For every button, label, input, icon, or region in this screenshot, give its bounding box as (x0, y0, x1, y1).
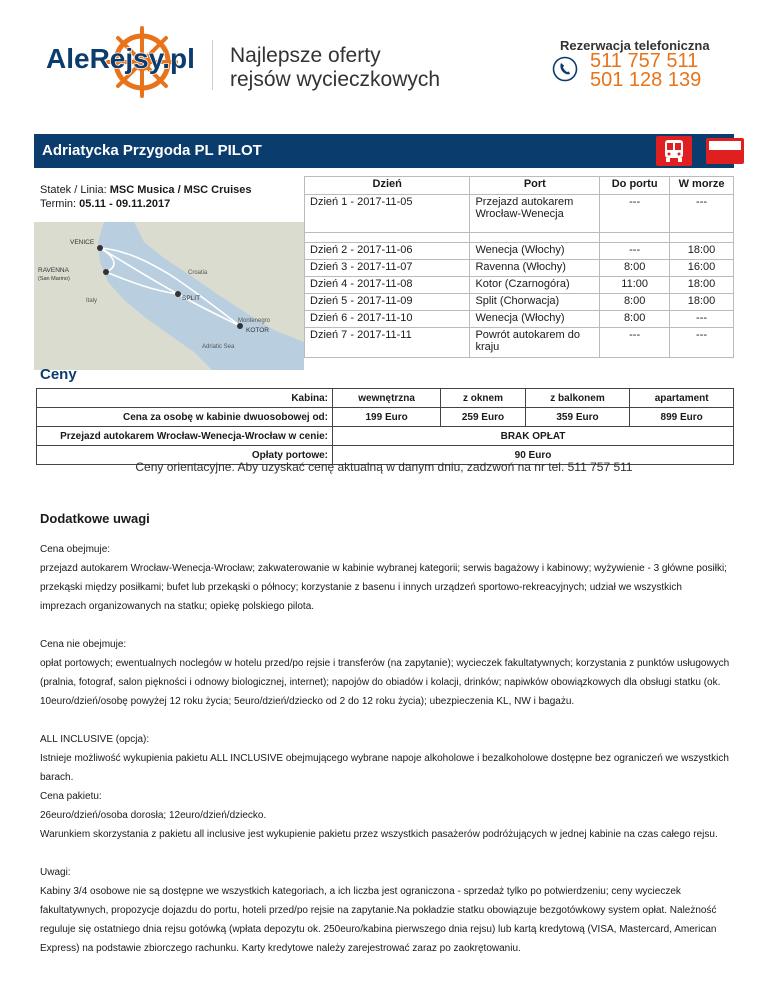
prices-row-bus (37, 427, 734, 446)
itinerary-header-row (305, 177, 734, 195)
cabin-interior: wewnętrzna (333, 389, 441, 408)
row-departure: --- (670, 328, 734, 358)
route-map (34, 222, 304, 370)
row-day: Dzień 5 - 2017-11-09 (305, 294, 470, 311)
bus-value: BRAK OPŁAT (333, 427, 734, 446)
map-label-venice: VENICE (70, 239, 95, 246)
row-departure: 16:00 (670, 260, 734, 277)
price-balcony: 359 Euro (525, 408, 630, 427)
notes-section (40, 540, 730, 958)
bus-label: Przejazd autokarem Wrocław-Wenecja-Wrocław w cenie: (37, 427, 333, 446)
table-row (305, 294, 734, 311)
map-label-ravenna: RAVENNA (38, 267, 69, 274)
row-day: Dzień 7 - 2017-11-11 (305, 328, 470, 358)
alerejsy-logo[interactable] (44, 24, 212, 112)
bus-icon (656, 136, 692, 166)
row-day: Dzień 6 - 2017-11-10 (305, 311, 470, 328)
all-inclusive-price-text: 26euro/dzień/osoba dorosła; 12euro/dzień/dziecko. (40, 810, 267, 821)
term-value: 05.11 - 09.11.2017 (79, 198, 171, 210)
all-inclusive-price-title: Cena pakietu: (40, 791, 102, 802)
prices-row-cabin (37, 389, 734, 408)
port-fees-label: Opłaty portowe: (37, 446, 333, 465)
prices-section-title: Ceny (40, 366, 77, 383)
row-arrival: --- (600, 328, 670, 358)
row-arrival: --- (600, 195, 670, 233)
all-inclusive-condition: Warunkiem skorzystania z pakietu all inclusive jest wykupienie pakietu przez wszystkich pasażerów podróżujących w jednej kabinie na czas całego rejsu. (40, 829, 718, 840)
row-departure: 18:00 (670, 277, 734, 294)
cabin-balcony: z balkonem (525, 389, 630, 408)
ship-info (40, 183, 252, 211)
poland-flag-icon (706, 138, 744, 164)
row-day: Dzień 4 - 2017-11-08 (305, 277, 470, 294)
excluded-text: opłat portowych; ewentualnych noclegów w hotelu przed/po rejsie i transferów (na zapytanie); wycieczek fakultatywnych; korzystania z punktów usługowych (pralnia, fotograf, salon piękności i odnowy biologicznej, internet); napojów do obiadów i kolacji, drinków; napiwków obowiązkowych dla obsługi statku (ok. 10euro/dzień/osobę powyżej 12 roku życia; 5euro/dzień/dziecko od 2 do 12 roku życia); ubezpieczenia KL, NW i bagażu. (40, 658, 730, 707)
included-title: Cena obejmuje: (40, 544, 111, 555)
table-spacer (305, 233, 734, 243)
ship-value: MSC Musica / MSC Cruises (109, 184, 252, 196)
term-line (40, 197, 252, 211)
excluded-title: Cena nie obejmuje: (40, 639, 127, 650)
cabin-suite: apartament (630, 389, 734, 408)
page-header (0, 0, 768, 120)
cabin-label: Kabina: (37, 389, 333, 408)
phone-icon (552, 56, 578, 82)
price-interior: 199 Euro (333, 408, 441, 427)
table-row (305, 195, 734, 233)
map-label-kotor: KOTOR (246, 327, 269, 334)
table-row (305, 260, 734, 277)
row-arrival: --- (600, 243, 670, 260)
map-label-san-marino: (San Marino) (38, 276, 70, 282)
row-port: Wenecja (Włochy) (470, 311, 600, 328)
row-arrival: 8:00 (600, 294, 670, 311)
all-inclusive-title: ALL INCLUSIVE (opcja): (40, 734, 150, 745)
price-suite: 899 Euro (630, 408, 734, 427)
ship-label: Statek / Linia: (40, 184, 107, 196)
tagline-line-2: rejsów wycieczkowych (230, 68, 441, 91)
map-label-croatia: Croatia (188, 270, 208, 276)
reservation-title: Rezerwacja telefoniczna (560, 38, 710, 53)
header-divider (212, 40, 213, 90)
row-day: Dzień 3 - 2017-11-07 (305, 260, 470, 277)
map-label-split: SPLIT (182, 295, 201, 302)
row-port: Kotor (Czarnogóra) (470, 277, 600, 294)
port-fees-value: 90 Euro (333, 446, 734, 465)
row-day: Dzień 2 - 2017-11-06 (305, 243, 470, 260)
row-day: Dzień 1 - 2017-11-05 (305, 195, 470, 233)
row-departure: 18:00 (670, 294, 734, 311)
row-port: Wenecja (Włochy) (470, 243, 600, 260)
ship-line (40, 183, 252, 197)
prices-table (36, 388, 734, 465)
header-arrival: Do portu (600, 177, 670, 195)
row-arrival: 8:00 (600, 311, 670, 328)
notes-title: Dodatkowe uwagi (40, 511, 150, 526)
map-label-montenegro: Montenegro (238, 318, 271, 324)
row-departure: 18:00 (670, 243, 734, 260)
header-day: Dzień (305, 177, 470, 195)
row-port: Powrót autokarem do kraju (470, 328, 600, 358)
all-inclusive-text: Istnieje możliwość wykupienia pakietu ALL INCLUSIVE obejmującego wybrane napoje alkoholowe i bezalkoholowe dostępne bez ograniczeń we wszystkich barach. (40, 753, 729, 783)
cruise-title: Adriatycka Przygoda PL PILOT (42, 142, 262, 159)
itinerary-table (304, 176, 734, 358)
row-departure: --- (670, 311, 734, 328)
row-port: Przejazd autokarem Wrocław-Wenecja (470, 195, 600, 233)
cruise-title-bar (34, 134, 734, 168)
tagline-line-1: Najlepsze oferty (230, 44, 381, 67)
prices-row-price (37, 408, 734, 427)
phone-numbers (590, 52, 701, 90)
phone-number-1[interactable]: 511 757 511 (590, 50, 699, 72)
header-departure: W morze (670, 177, 734, 195)
tagline (230, 44, 440, 92)
table-row (305, 277, 734, 294)
price-note: Ceny orientacyjne. Aby uzyskać cenę aktualną w danym dniu, zadzwoń na nr tel. 511 757 511 (135, 460, 633, 474)
remarks-title: Uwagi: (40, 867, 71, 878)
price-window: 259 Euro (441, 408, 525, 427)
row-port: Ravenna (Włochy) (470, 260, 600, 277)
row-arrival: 11:00 (600, 277, 670, 294)
row-departure: --- (670, 195, 734, 233)
remarks-text: Kabiny 3/4 osobowe nie są dostępne we wszystkich kategoriach, a ich liczba jest ograniczona - sprzedaż tylko po potwierdzeniu; ceny wycieczek fakultatywnych, propozycje dojazdu do portu, hoteli przed/po rejsie na zapytanie.Na pokładzie statku obowiązuje bezgotówkowy system opłat. Należność reguluje się ostatniego dnia rejsu gotówką (wpłata depozytu ok. 250euro/kabina pierwszego dnia rejsu) lub kartą kredytową (VISA, Mastercard, American Express) na podstawie zbiorczego rachunku. Karty kredytowe należy zarejestrować zaraz po zaokrętowaniu. (40, 886, 717, 954)
header-port: Port (470, 177, 600, 195)
table-row (305, 328, 734, 358)
row-arrival: 8:00 (600, 260, 670, 277)
map-label-adriatic-sea: Adriatic Sea (202, 344, 235, 350)
table-row (305, 243, 734, 260)
term-label: Termin: (40, 198, 77, 210)
row-port: Split (Chorwacja) (470, 294, 600, 311)
map-label-italy: Italy (86, 298, 98, 304)
phone-number-2[interactable]: 501 128 139 (590, 69, 702, 91)
table-row (305, 311, 734, 328)
price-label: Cena za osobę w kabinie dwuosobowej od: (37, 408, 333, 427)
included-text: przejazd autokarem Wrocław-Wenecja-Wrocław; zakwaterowanie w kabinie wybranej kategorii; serwis bagażowy i kabinowy; wyżywienie - 3 główne posiłki; przekąski między posiłkami; bufet lub przekąski o północy; korzystanie z basenu i innych urządzeń sportowo-rekreacyjnych; udział we wszystkich imprezach organizowanych na statku; opiekę polskiego pilota. (40, 563, 727, 612)
cabin-window: z oknem (441, 389, 525, 408)
logo-text: AleRejsy.pl (46, 43, 195, 74)
